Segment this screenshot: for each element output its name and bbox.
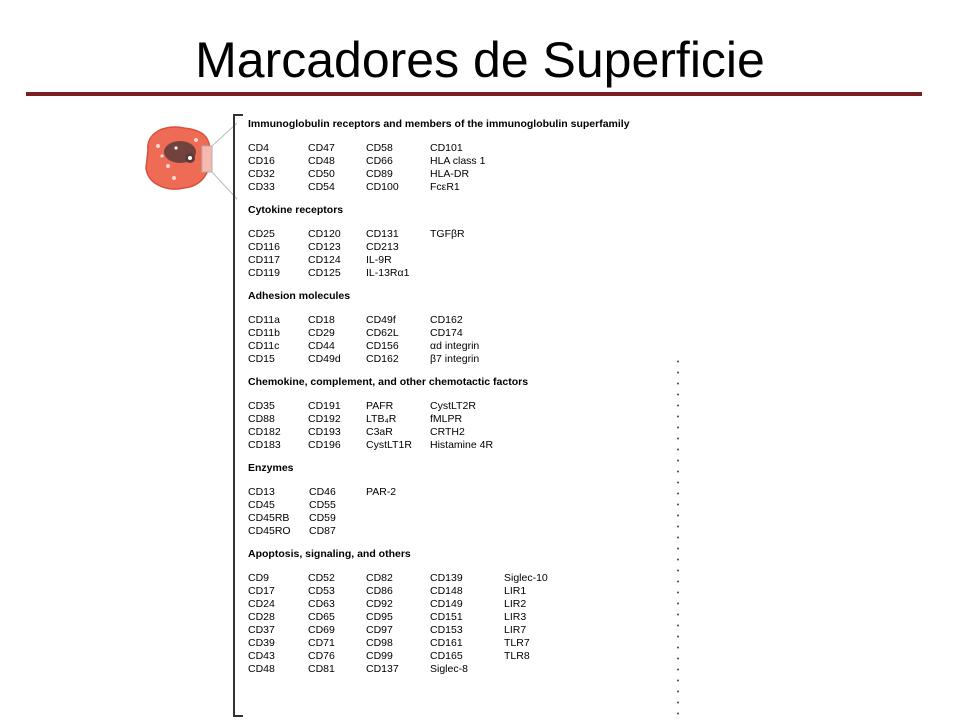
marker-cell: CD87 (309, 525, 336, 537)
marker-cell: CD97 (366, 624, 393, 636)
marker-cell: CRTH2 (430, 426, 465, 438)
marker-cell: CD99 (366, 650, 393, 662)
marker-cell: CD125 (308, 267, 341, 279)
marker-cell: CD86 (366, 585, 393, 597)
marker-cell: CD58 (366, 142, 393, 154)
marker-cell: HLA class 1 (430, 155, 486, 167)
marker-cell: CD162 (366, 353, 399, 365)
zoom-box (202, 146, 212, 172)
marker-cell: PAFR (366, 400, 394, 412)
marker-cell: CD65 (308, 611, 335, 623)
marker-cell: CD196 (308, 439, 341, 451)
marker-cell: CD52 (308, 572, 335, 584)
marker-cell (430, 267, 630, 280)
marker-cell: CD156 (366, 340, 399, 352)
marker-cell: CD192 (308, 413, 341, 425)
marker-cell (430, 241, 630, 254)
marker-cell: LIR3 (504, 611, 527, 623)
marker-cell: CD81 (308, 663, 335, 675)
marker-cell: CD39 (248, 637, 275, 649)
marker-cell: CD183 (248, 439, 281, 451)
marker-cell: CD76 (308, 650, 335, 662)
marker-cell: LIR1 (504, 585, 527, 597)
marker-cell: CD116 (248, 241, 280, 253)
marker-cell (430, 254, 630, 267)
marker-cell: TGFβR (430, 228, 465, 240)
marker-cell: CD123 (308, 241, 341, 253)
marker-cell: PAR-2 (366, 486, 397, 498)
marker-grid (248, 486, 668, 538)
marker-cell: CD45 (248, 499, 275, 511)
section-heading: Adhesion molecules (248, 290, 351, 302)
marker-cell: CD15 (248, 353, 275, 365)
marker-cell: CD11c (248, 340, 280, 352)
marker-cell: CD82 (366, 572, 393, 584)
marker-cell: CD46 (309, 486, 336, 498)
marker-cell: CD193 (308, 426, 341, 438)
marker-cell: αd integrin (430, 340, 480, 352)
marker-cell: CD28 (248, 611, 275, 623)
marker-cell: CD54 (308, 181, 335, 193)
marker-cell: CD48 (248, 663, 275, 675)
marker-grid (248, 314, 668, 366)
marker-cell: CD119 (248, 267, 280, 279)
marker-cell: CD88 (248, 413, 275, 425)
marker-cell: CD131 (366, 228, 399, 240)
cropped-text-strip (676, 356, 680, 716)
marker-cell: CD162 (430, 314, 463, 326)
marker-cell: CD213 (366, 241, 399, 253)
marker-cell: CD151 (430, 611, 463, 623)
marker-cell: CD95 (366, 611, 393, 623)
marker-cell: CD92 (366, 598, 393, 610)
marker-cell: CD13 (248, 486, 275, 498)
marker-cell: CD124 (308, 254, 341, 266)
marker-cell: CystLT1R (366, 439, 412, 451)
marker-cell: CD4 (248, 142, 270, 154)
marker-cell: HLA-DR (430, 168, 470, 180)
marker-grid (248, 572, 668, 676)
marker-cell (366, 499, 566, 512)
section-heading: Cytokine receptors (248, 204, 344, 216)
section-heading: Apoptosis, signaling, and others (248, 548, 411, 560)
marker-cell: CD89 (366, 168, 393, 180)
marker-cell: CD44 (308, 340, 335, 352)
marker-cell: CD153 (430, 624, 463, 636)
marker-cell: CD25 (248, 228, 275, 240)
marker-cell: CD33 (248, 181, 275, 193)
marker-cell: CD117 (248, 254, 280, 266)
marker-cell: CD148 (430, 585, 463, 597)
marker-cell (366, 512, 566, 525)
marker-cell: CD139 (430, 572, 463, 584)
marker-cell: Siglec-8 (430, 663, 468, 675)
marker-cell: IL-13Rα1 (366, 267, 410, 279)
marker-cell: CD45RB (248, 512, 290, 524)
marker-cell: CD48 (308, 155, 335, 167)
marker-cell: CD47 (308, 142, 335, 154)
marker-cell: TLR7 (504, 637, 530, 649)
table-bracket (233, 114, 243, 717)
marker-cell: CD55 (309, 499, 336, 511)
marker-cell: CD59 (309, 512, 336, 524)
marker-cell: CD11a (248, 314, 280, 326)
marker-cell: CD62L (366, 327, 399, 339)
marker-cell: CD98 (366, 637, 393, 649)
slide-title: Marcadores de Superficie (195, 32, 765, 88)
marker-cell: CD32 (248, 168, 275, 180)
marker-cell: CD17 (248, 585, 275, 597)
marker-cell: CD35 (248, 400, 275, 412)
section-heading: Chemokine, complement, and other chemotactic factors (248, 376, 529, 388)
marker-cell: C3aR (366, 426, 393, 438)
section-heading: Enzymes (248, 462, 294, 474)
marker-grid (248, 400, 668, 452)
marker-cell: CD69 (308, 624, 335, 636)
marker-cell: CD53 (308, 585, 335, 597)
marker-cell: CD101 (430, 142, 463, 154)
marker-cell: LIR2 (504, 598, 527, 610)
marker-cell (504, 663, 664, 676)
marker-cell: CD45RO (248, 525, 291, 537)
marker-cell: CD63 (308, 598, 335, 610)
markers-table (248, 116, 668, 684)
marker-cell: Siglec-10 (504, 572, 548, 584)
marker-cell: CD49f (366, 314, 396, 326)
marker-cell: IL-9R (366, 254, 392, 266)
marker-cell: FcεR1 (430, 181, 460, 193)
marker-cell: CD16 (248, 155, 275, 167)
marker-cell: LTB₄R (366, 413, 397, 425)
section-heading: Immunoglobulin receptors and members of the immunoglobulin superfamily (248, 118, 630, 130)
marker-cell: CD24 (248, 598, 275, 610)
marker-cell: CD174 (430, 327, 463, 339)
marker-cell: CD9 (248, 572, 270, 584)
marker-cell: fMLPR (430, 413, 463, 425)
marker-cell: CD191 (308, 400, 341, 412)
marker-cell: Histamine 4R (430, 439, 494, 451)
marker-cell: CD43 (248, 650, 275, 662)
marker-cell: β7 integrin (430, 353, 480, 365)
marker-cell: CD100 (366, 181, 399, 193)
marker-cell: CD37 (248, 624, 275, 636)
marker-cell: CD50 (308, 168, 335, 180)
marker-cell: CD161 (430, 637, 463, 649)
marker-cell: CD66 (366, 155, 393, 167)
marker-cell: CD71 (308, 637, 335, 649)
marker-cell: CD120 (308, 228, 341, 240)
cell-icon (140, 122, 240, 200)
marker-cell: CD11b (248, 327, 280, 339)
marker-cell (366, 525, 566, 538)
marker-grid (248, 142, 668, 194)
marker-cell: LIR7 (504, 624, 527, 636)
marker-cell: CD29 (308, 327, 335, 339)
marker-cell: CD18 (308, 314, 335, 326)
marker-grid (248, 228, 668, 280)
marker-cell: CD182 (248, 426, 281, 438)
marker-cell: TLR8 (504, 650, 530, 662)
marker-cell: CD137 (366, 663, 399, 675)
marker-cell: CD149 (430, 598, 463, 610)
marker-cell: CD165 (430, 650, 463, 662)
marker-cell: CystLT2R (430, 400, 476, 412)
title-rule (26, 92, 922, 96)
marker-cell: CD49d (308, 353, 341, 365)
